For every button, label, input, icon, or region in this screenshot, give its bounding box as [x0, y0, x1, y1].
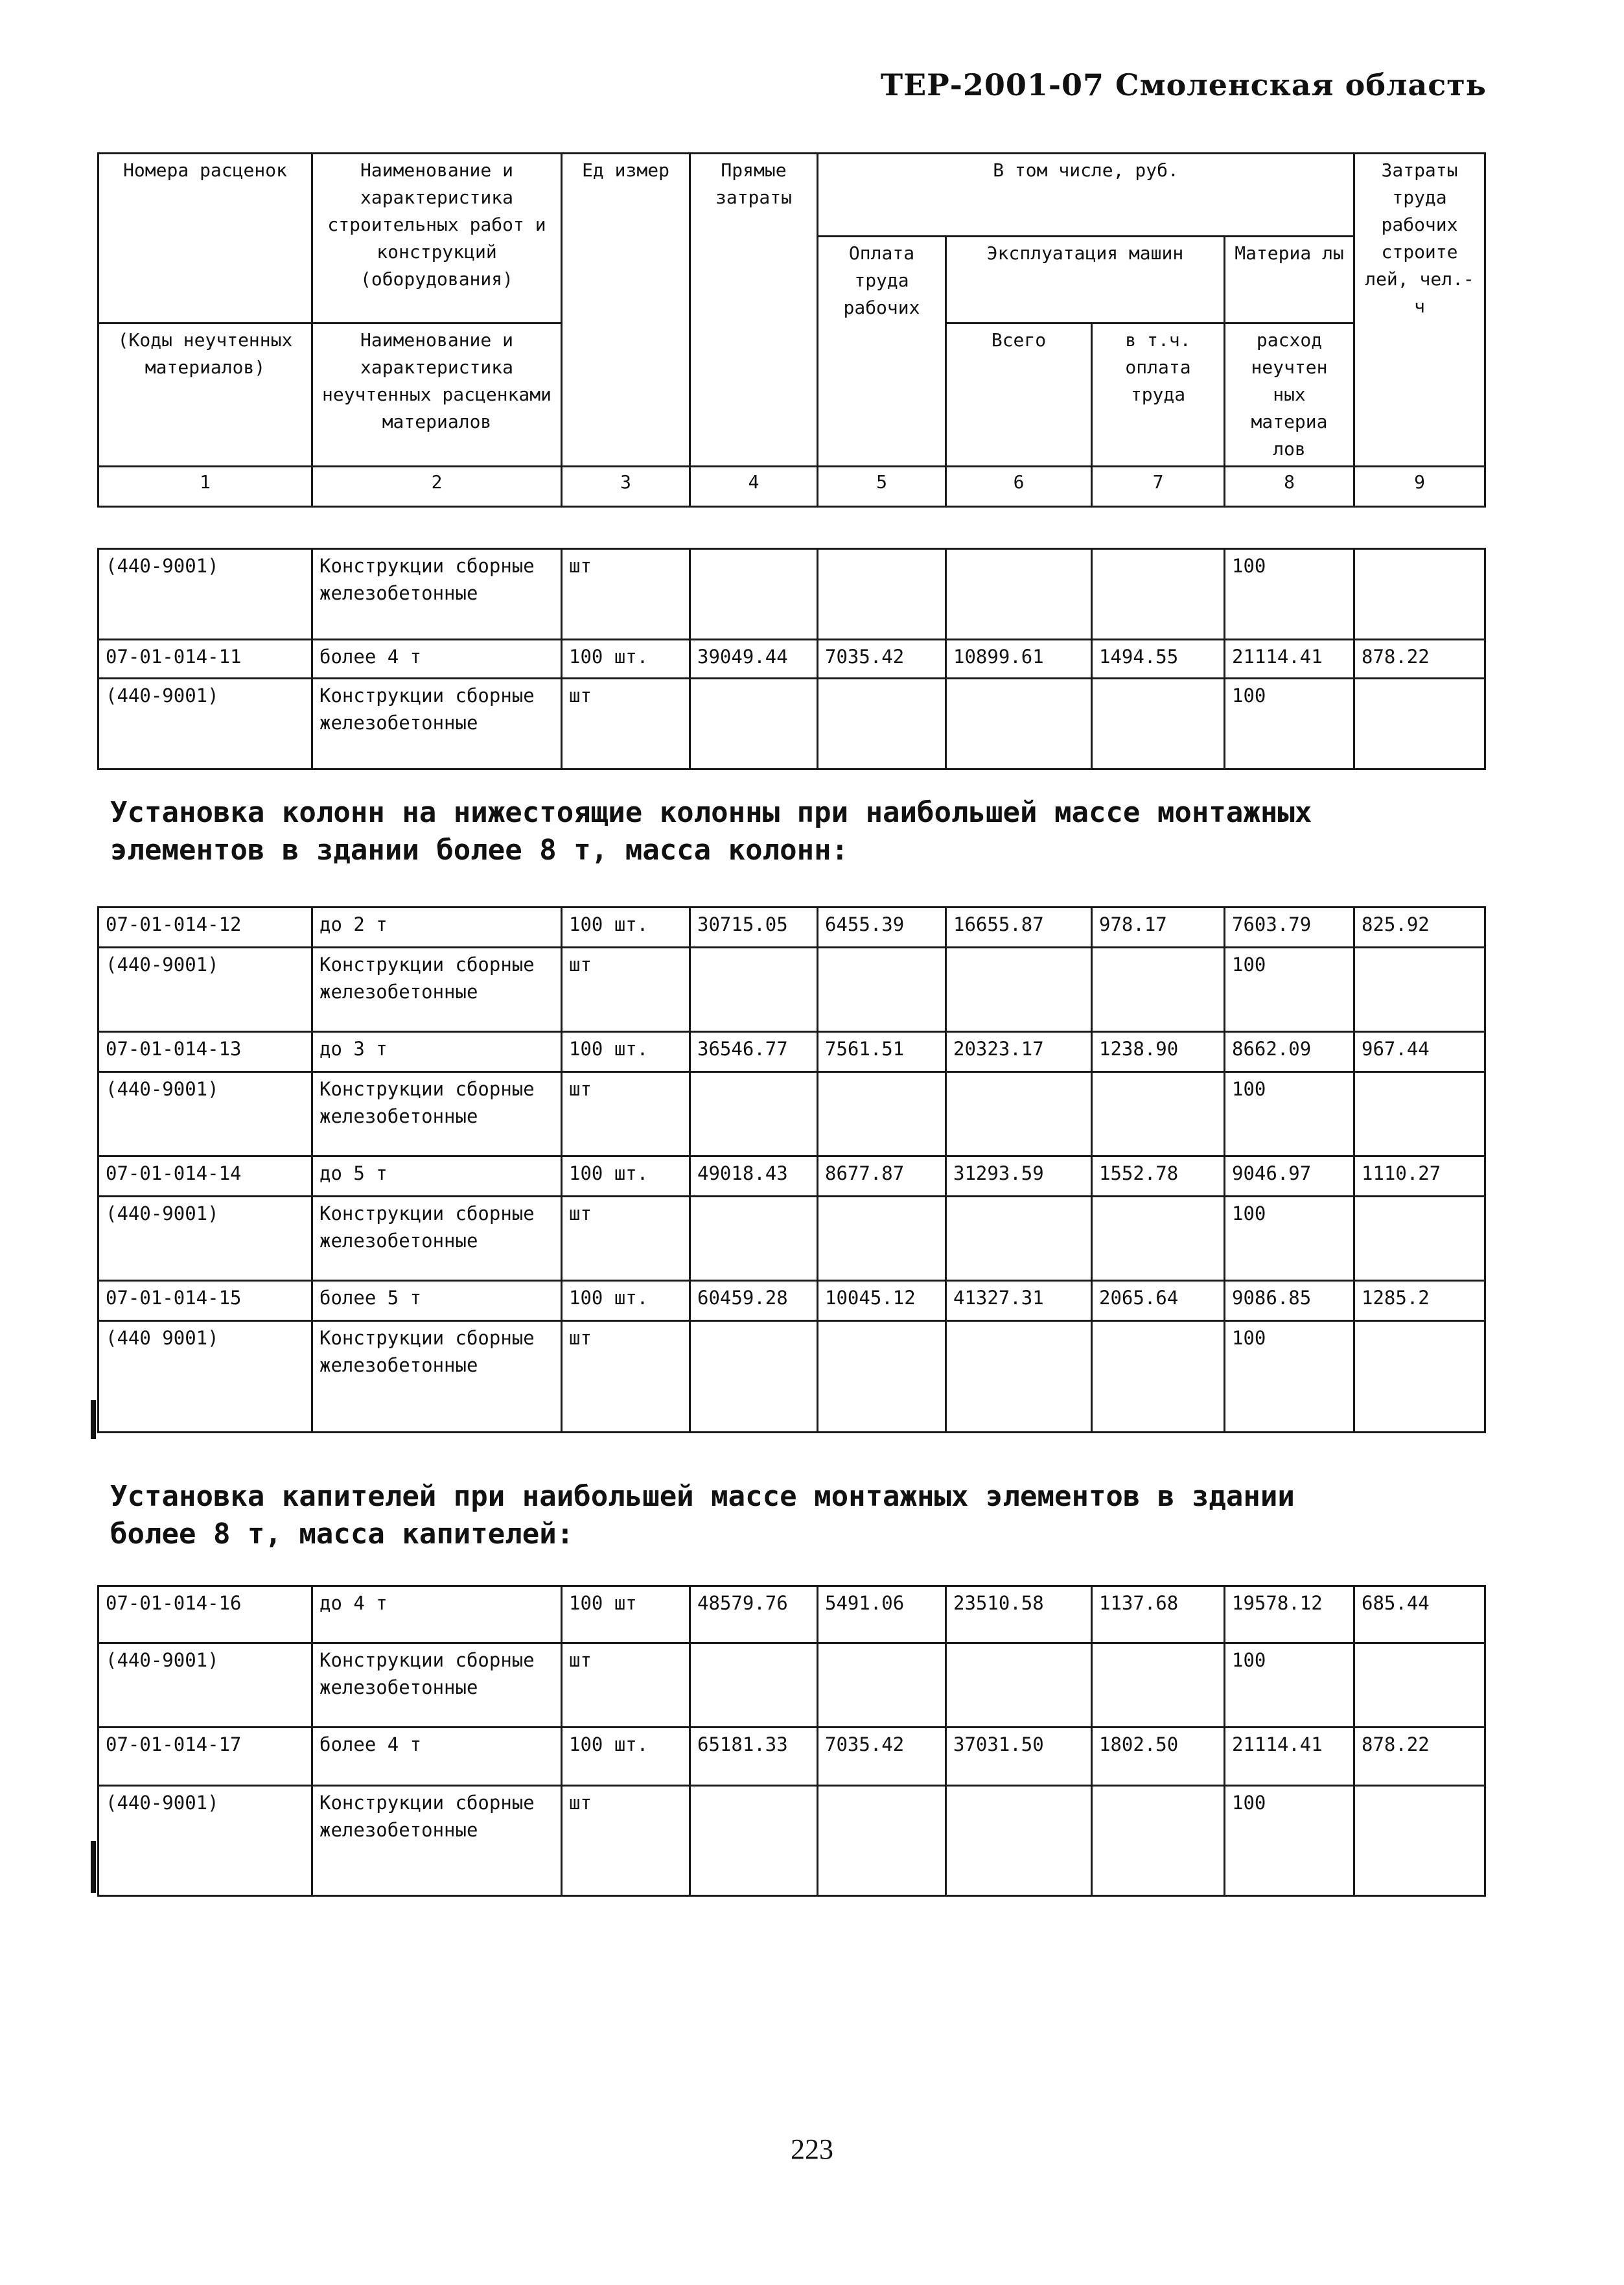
table-row [99, 1197, 1485, 1281]
cell-item-name: Конструкции сборные железобетонные [312, 549, 562, 640]
cell-machines-wages [1092, 1197, 1225, 1281]
cell-rate-code: (440 9001) [99, 1321, 312, 1433]
col-number: 8 [1225, 467, 1354, 507]
cell-item-name: Конструкции сборные железобетонные [312, 1072, 562, 1156]
cell-machines-wages: 978.17 [1092, 908, 1225, 948]
cell-materials: 100 [1225, 1643, 1354, 1728]
cell-rate-code: 07-01-014-12 [99, 908, 312, 948]
cell-wages [818, 1643, 946, 1728]
cell-unit: шт [562, 1786, 690, 1896]
col-number: 4 [690, 467, 818, 507]
col-header-direct-costs: Прямые затраты [690, 154, 818, 467]
cell-rate-code: (440-9001) [99, 1643, 312, 1728]
cell-rate-code: 07-01-014-11 [99, 640, 312, 679]
cell-rate-code: (440-9001) [99, 549, 312, 640]
cell-rate-code: 07-01-014-15 [99, 1281, 312, 1321]
cell-unit: шт [562, 549, 690, 640]
cell-direct-costs [690, 1321, 818, 1433]
cell-direct-costs [690, 1072, 818, 1156]
cell-rate-code: 07-01-014-17 [99, 1728, 312, 1786]
cell-labor-costs [1354, 948, 1485, 1032]
col-number: 2 [312, 467, 562, 507]
cell-unit: 100 шт. [562, 640, 690, 679]
cell-machines-wages: 1494.55 [1092, 640, 1225, 679]
cell-materials: 100 [1225, 1321, 1354, 1433]
cell-labor-costs [1354, 1321, 1485, 1433]
cell-item-name: Конструкции сборные железобетонные [312, 1643, 562, 1728]
col-number: 3 [562, 467, 690, 507]
col-header-machines: Эксплуатация машин [946, 237, 1225, 323]
cell-unit: 100 шт. [562, 908, 690, 948]
cell-materials: 100 [1225, 679, 1354, 769]
cell-rate-code: 07-01-014-16 [99, 1586, 312, 1643]
cell-direct-costs [690, 948, 818, 1032]
rates-table-2 [97, 906, 1486, 1433]
col-header-material-codes: (Коды неучтенных материалов) [99, 323, 312, 467]
table-row [99, 549, 1485, 640]
section-title-columns: Установка колонн на нижестоящие колонны при наибольшей массе монтажных элементов в здании более 8 т, масса колонн: [110, 796, 1312, 867]
cell-rate-code: (440-9001) [99, 1786, 312, 1896]
col-header-material-consumption: расход неучтен ных материа лов [1225, 323, 1354, 467]
cell-materials: 7603.79 [1225, 908, 1354, 948]
col-number: 5 [818, 467, 946, 507]
cell-machines-wages: 2065.64 [1092, 1281, 1225, 1321]
cell-wages [818, 948, 946, 1032]
cell-materials: 9046.97 [1225, 1156, 1354, 1197]
table-row [99, 948, 1485, 1032]
cell-direct-costs: 65181.33 [690, 1728, 818, 1786]
cell-unit: 100 шт [562, 1586, 690, 1643]
col-header-including: В том числе, руб. [818, 154, 1354, 237]
cell-machines-total [946, 1786, 1092, 1896]
cell-rate-code: (440-9001) [99, 679, 312, 769]
cell-machines-total [946, 1321, 1092, 1433]
cell-direct-costs [690, 1197, 818, 1281]
col-header-work-name: Наименование и характеристика строительных работ и конструкций (оборудования) [312, 154, 562, 323]
col-header-wages: Оплата труда рабочих [818, 237, 946, 467]
cell-materials: 100 [1225, 549, 1354, 640]
cell-item-name: до 3 т [312, 1032, 562, 1072]
cell-unit: 100 шт. [562, 1728, 690, 1786]
cell-machines-total: 20323.17 [946, 1032, 1092, 1072]
cell-unit: 100 шт. [562, 1032, 690, 1072]
cell-direct-costs: 49018.43 [690, 1156, 818, 1197]
cell-rate-code: (440-9001) [99, 1197, 312, 1281]
table-row [99, 1643, 1485, 1728]
section-title-capitals: Установка капителей при наибольшей массе монтажных элементов в здании более 8 т, масса капителей: [110, 1480, 1295, 1551]
cell-item-name: до 5 т [312, 1156, 562, 1197]
cell-unit: шт [562, 1643, 690, 1728]
cell-wages: 8677.87 [818, 1156, 946, 1197]
cell-wages: 7035.42 [818, 1728, 946, 1786]
table-row [99, 1728, 1485, 1786]
cell-rate-code: 07-01-014-14 [99, 1156, 312, 1197]
cell-machines-wages: 1802.50 [1092, 1728, 1225, 1786]
cell-wages: 5491.06 [818, 1586, 946, 1643]
cell-unit: шт [562, 1072, 690, 1156]
cell-wages [818, 679, 946, 769]
cell-direct-costs: 48579.76 [690, 1586, 818, 1643]
table-row [99, 1156, 1485, 1197]
table-row [99, 1786, 1485, 1896]
scan-margin-mark [91, 1841, 96, 1893]
table-row [99, 1321, 1485, 1433]
cell-unit: 100 шт. [562, 1281, 690, 1321]
cell-machines-total [946, 679, 1092, 769]
col-header-labor-costs: Затраты труда рабочих строите лей, чел.-ч [1354, 154, 1485, 467]
cell-machines-wages: 1552.78 [1092, 1156, 1225, 1197]
cell-rate-code: (440-9001) [99, 948, 312, 1032]
cell-item-name: до 2 т [312, 908, 562, 948]
cell-direct-costs: 36546.77 [690, 1032, 818, 1072]
cell-wages: 7035.42 [818, 640, 946, 679]
col-header-rate-numbers: Номера расценок [99, 154, 312, 323]
cell-labor-costs [1354, 549, 1485, 640]
table-row [99, 1072, 1485, 1156]
cell-item-name: более 4 т [312, 1728, 562, 1786]
table-row [99, 1032, 1485, 1072]
cell-direct-costs: 30715.05 [690, 908, 818, 948]
cell-wages [818, 1072, 946, 1156]
cell-item-name: Конструкции сборные железобетонные [312, 1321, 562, 1433]
cell-labor-costs: 967.44 [1354, 1032, 1485, 1072]
cell-machines-wages: 1238.90 [1092, 1032, 1225, 1072]
cell-machines-wages [1092, 1321, 1225, 1433]
page-title: ТЕР-2001-07 Смоленская область [880, 67, 1487, 102]
cell-machines-wages [1092, 679, 1225, 769]
table-row [99, 679, 1485, 769]
cell-wages [818, 1321, 946, 1433]
cell-labor-costs: 1285.2 [1354, 1281, 1485, 1321]
cell-machines-wages [1092, 1072, 1225, 1156]
cell-labor-costs: 1110.27 [1354, 1156, 1485, 1197]
cell-direct-costs: 39049.44 [690, 640, 818, 679]
cell-machines-total: 23510.58 [946, 1586, 1092, 1643]
cell-machines-wages [1092, 1643, 1225, 1728]
cell-labor-costs: 878.22 [1354, 640, 1485, 679]
cell-direct-costs [690, 1786, 818, 1896]
scan-margin-mark [91, 1400, 96, 1439]
table-row [99, 1586, 1485, 1643]
table-row [99, 908, 1485, 948]
col-header-unit: Ед измер [562, 154, 690, 467]
cell-item-name: Конструкции сборные железобетонные [312, 1197, 562, 1281]
table-row [99, 1281, 1485, 1321]
col-number: 9 [1354, 467, 1485, 507]
cell-item-name: более 4 т [312, 640, 562, 679]
cell-machines-wages [1092, 1786, 1225, 1896]
cell-materials: 21114.41 [1225, 640, 1354, 679]
cell-unit: шт [562, 1197, 690, 1281]
cell-machines-total: 10899.61 [946, 640, 1092, 679]
cell-unit: 100 шт. [562, 1156, 690, 1197]
table-row [99, 640, 1485, 679]
cell-labor-costs [1354, 1786, 1485, 1896]
cell-labor-costs: 878.22 [1354, 1728, 1485, 1786]
col-number: 7 [1092, 467, 1225, 507]
cell-materials: 100 [1225, 1786, 1354, 1896]
cell-labor-costs [1354, 679, 1485, 769]
cell-machines-total: 16655.87 [946, 908, 1092, 948]
cell-machines-total: 41327.31 [946, 1281, 1092, 1321]
cell-machines-total [946, 549, 1092, 640]
cell-direct-costs [690, 679, 818, 769]
cell-wages [818, 549, 946, 640]
page-number: 223 [791, 2133, 833, 2165]
rates-table-3 [97, 1585, 1486, 1897]
cell-machines-wages [1092, 549, 1225, 640]
cell-unit: шт [562, 1321, 690, 1433]
cell-item-name: до 4 т [312, 1586, 562, 1643]
cell-machines-total [946, 948, 1092, 1032]
col-number: 1 [99, 467, 312, 507]
cell-item-name: Конструкции сборные железобетонные [312, 679, 562, 769]
cell-wages [818, 1197, 946, 1281]
cell-direct-costs: 60459.28 [690, 1281, 818, 1321]
cell-materials: 100 [1225, 1072, 1354, 1156]
cell-labor-costs: 825.92 [1354, 908, 1485, 948]
cell-machines-total: 31293.59 [946, 1156, 1092, 1197]
cell-rate-code: 07-01-014-13 [99, 1032, 312, 1072]
col-number: 6 [946, 467, 1092, 507]
cell-materials: 100 [1225, 948, 1354, 1032]
cell-wages: 7561.51 [818, 1032, 946, 1072]
cell-machines-total [946, 1072, 1092, 1156]
cell-item-name: более 5 т [312, 1281, 562, 1321]
cell-labor-costs [1354, 1643, 1485, 1728]
rates-table-1 [97, 548, 1486, 770]
cell-machines-total [946, 1643, 1092, 1728]
cell-materials: 19578.12 [1225, 1586, 1354, 1643]
cell-item-name: Конструкции сборные железобетонные [312, 948, 562, 1032]
cell-labor-costs [1354, 1072, 1485, 1156]
cell-direct-costs [690, 1643, 818, 1728]
cell-materials: 8662.09 [1225, 1032, 1354, 1072]
cell-machines-wages: 1137.68 [1092, 1586, 1225, 1643]
cell-machines-total [946, 1197, 1092, 1281]
cell-unit: шт [562, 679, 690, 769]
cell-labor-costs: 685.44 [1354, 1586, 1485, 1643]
col-header-materials: Материа лы [1225, 237, 1354, 323]
col-header-machines-total: Всего [946, 323, 1092, 467]
cell-machines-total: 37031.50 [946, 1728, 1092, 1786]
cell-machines-wages [1092, 948, 1225, 1032]
cell-wages: 10045.12 [818, 1281, 946, 1321]
col-header-machines-wages: в т.ч. оплата труда [1092, 323, 1225, 467]
cell-wages: 6455.39 [818, 908, 946, 948]
cell-materials: 21114.41 [1225, 1728, 1354, 1786]
cell-unit: шт [562, 948, 690, 1032]
header-table [97, 152, 1486, 508]
cell-wages [818, 1786, 946, 1896]
cell-materials: 100 [1225, 1197, 1354, 1281]
cell-item-name: Конструкции сборные железобетонные [312, 1786, 562, 1896]
cell-labor-costs [1354, 1197, 1485, 1281]
cell-rate-code: (440-9001) [99, 1072, 312, 1156]
col-header-material-names: Наименование и характеристика неучтенных расценками материалов [312, 323, 562, 467]
cell-direct-costs [690, 549, 818, 640]
cell-materials: 9086.85 [1225, 1281, 1354, 1321]
